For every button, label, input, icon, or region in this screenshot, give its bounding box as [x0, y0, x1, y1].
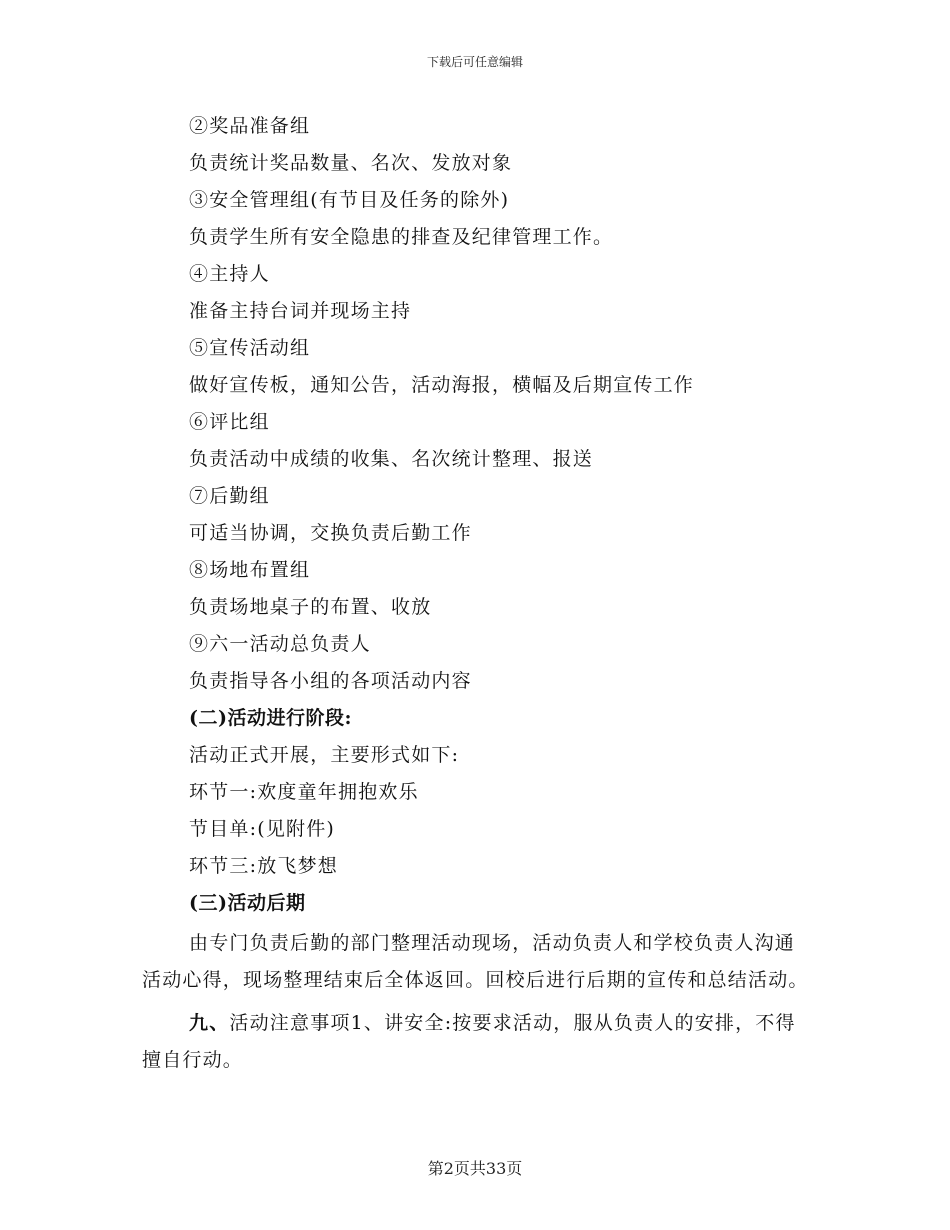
section-nine-text: 活动注意事项1、讲安全:按要求活动，服从负责人的安排，不得擅自行动。	[142, 1012, 796, 1071]
text-line: ④主持人	[189, 263, 270, 285]
text-line: 环节三:放飞梦想	[189, 855, 339, 877]
text-line: ⑥评比组	[189, 411, 270, 433]
text-line: 活动正式开展，主要形式如下:	[189, 744, 460, 766]
text-line: 环节一:欢度童年拥抱欢乐	[189, 781, 419, 803]
text-line: 负责指导各小组的各项活动内容	[189, 670, 472, 692]
paragraph-notes	[142, 1005, 812, 1079]
text-line: 准备主持台词并现场主持	[189, 300, 412, 322]
paragraph-after-activity: 由专门负责后勤的部门整理活动现场，活动负责人和学校负责人沟通活动心得，现场整理结束后全体返回。回校后进行后期的宣传和总结活动。	[142, 932, 809, 991]
text-line: 负责学生所有安全隐患的排查及纪律管理工作。	[189, 226, 614, 248]
page-header: 下载后可任意编辑	[426, 55, 523, 69]
section-heading: (二)活动进行阶段:	[189, 707, 352, 729]
text-line: ②奖品准备组	[189, 115, 311, 137]
text-line: 负责统计奖品数量、名次、发放对象	[189, 152, 513, 174]
text-line: ⑤宣传活动组	[189, 337, 311, 359]
text-line: ⑦后勤组	[189, 485, 270, 507]
text-line: 节目单:(见附件)	[189, 818, 336, 840]
page-footer: 第2页共33页	[427, 1159, 523, 1178]
section-heading: (三)活动后期	[189, 892, 306, 914]
document-body	[142, 108, 812, 1079]
text-line: 可适当协调，交换负责后勤工作	[189, 522, 472, 544]
text-line: 负责活动中成绩的收集、名次统计整理、报送	[189, 448, 594, 470]
text-line: 做好宣传板，通知公告，活动海报，横幅及后期宣传工作	[189, 374, 695, 396]
text-line: 负责场地桌子的布置、收放	[189, 596, 432, 618]
text-line: ⑨六一活动总负责人	[189, 633, 371, 655]
line-list	[142, 108, 812, 922]
text-line: ⑧场地布置组	[189, 559, 311, 581]
section-nine-label: 九、	[189, 1012, 230, 1034]
text-line: ③安全管理组(有节目及任务的除外)	[189, 189, 510, 211]
